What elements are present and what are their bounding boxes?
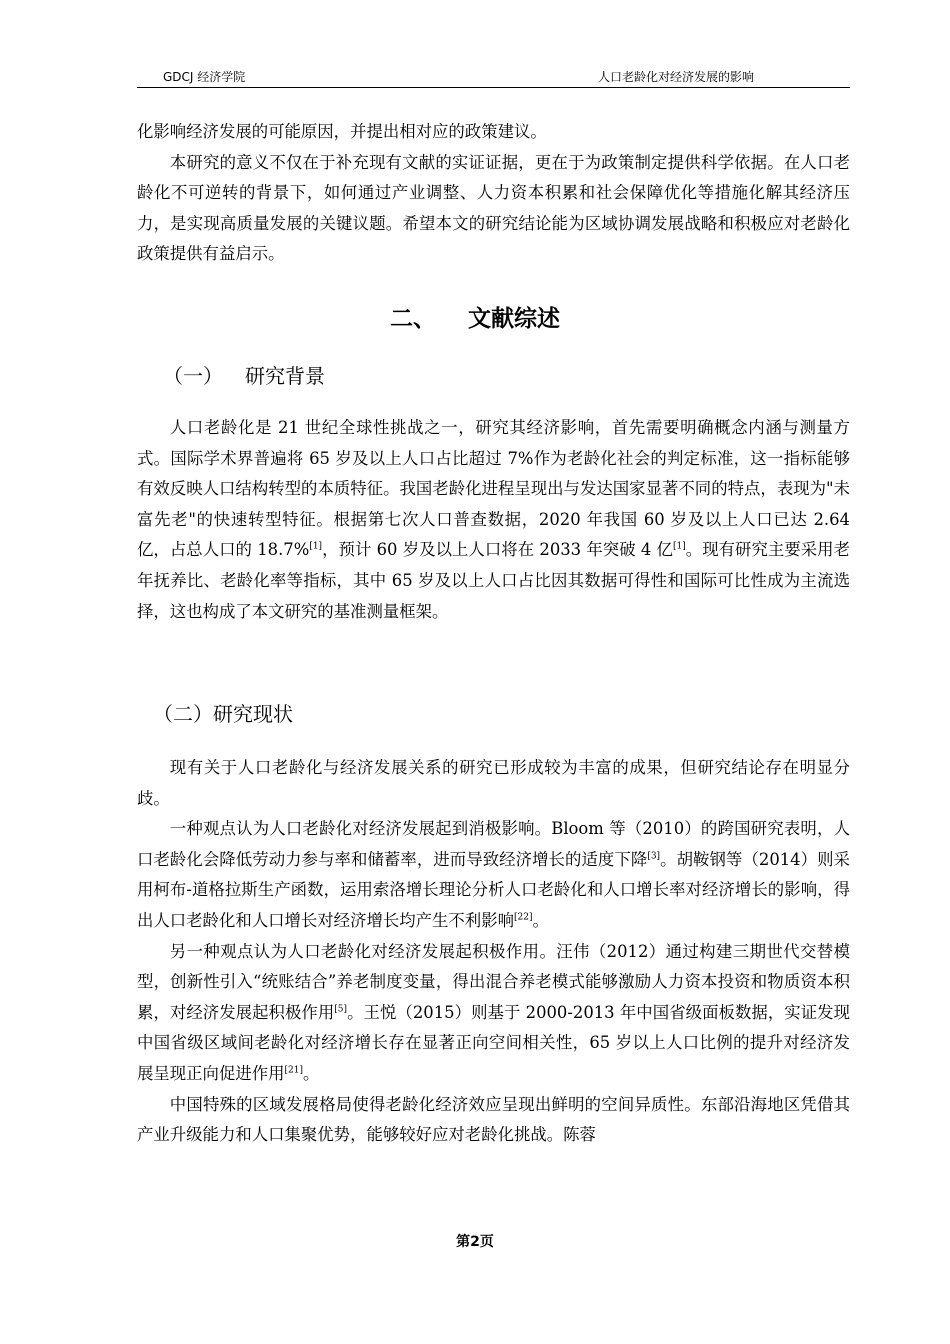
subsection-number: （一） <box>163 364 223 388</box>
citation: [1] <box>309 541 323 552</box>
citation: [5] <box>334 1004 348 1015</box>
paragraph <box>137 937 850 1090</box>
text-run: 另一种观点认为人口老龄化对经济发展起积极作用。汪伟（2012）通过构建三期世代交替模型，创新性引入“统账结合”养老制度变量，得出混合养老模式能够激励人力资本投资和物质资本积累，对经济发展起积极作用 <box>137 941 850 1022</box>
paragraph: 现有关于人口老龄化与经济发展关系的研究已形成较为丰富的成果，但研究结论存在明显分歧。 <box>137 758 850 808</box>
subsection-heading <box>153 698 293 727</box>
subsection-title: 研究背景 <box>245 364 325 388</box>
text-run: 。 <box>532 910 549 930</box>
subsection-number: （二） <box>153 702 213 726</box>
citation: [1] <box>672 541 686 552</box>
text-run: 。 <box>303 1063 320 1083</box>
citation: [3] <box>647 851 661 862</box>
text-run: 一种观点认为人口老龄化对经济发展起到消极影响。Bloom 等（2010）的跨国研究表明，人口老龄化会降低劳动力参与率和储蓄率，进而导致经济增长的适度下降 <box>137 819 850 869</box>
text-run: 。胡鞍钢等（2014）则采用柯布-道格拉斯生产函数，运用索洛增长理论分析人口老龄化和人口增长率对经济增长的影响，得出人口老龄化和人口增长对经济增长均产生不利影响 <box>137 849 850 930</box>
citation: [21] <box>284 1065 303 1076</box>
section-number: 二、 <box>390 306 436 332</box>
subsection-heading <box>163 360 325 389</box>
header-paper-title: 人口老龄化对经济发展的影响 <box>597 70 754 84</box>
text-run: ，预计 60 岁及以上人口将在 2033 年突破 4 亿 <box>322 540 673 560</box>
paragraph: 中国特殊的区域发展格局使得老龄化经济效应呈现出鲜明的空间异质性。东部沿海地区凭借其产业升级能力和人口集聚优势，能够较好应对老龄化挑战。陈蓉 <box>137 1094 850 1145</box>
section-heading <box>0 300 950 333</box>
text-run: 。现有研究主要采用老年抚养比、老龄化率等指标，其中 65 岁及以上人口占比因其数据可得性和国际可比性成为主流选择，这也构成了本文研究的基准测量框架。 <box>137 540 851 621</box>
background-text <box>137 413 850 627</box>
text-run: 人口老龄化是 21 世纪全球性挑战之一，研究其经济影响，首先需要明确概念内涵与测量方式。国际学术界普遍将 65 岁及以上人口占比超过 7%作为老龄化社会的判定标准，这一指标能够有效反映人口结构转型的本质特征。我国老龄化进程呈现出与发达国家显著不同的特点，表现为"未富先老"的快速转型特征。根据第七次人口普查数据，2020 年我国 60 岁及以上人口已达 2.64 亿，占总人口的 18.7% <box>137 418 850 560</box>
header-institution: GDCJ 经济学院 <box>163 70 246 84</box>
citation: [22] <box>513 912 533 923</box>
status-text <box>137 753 850 1151</box>
header-divider <box>137 87 850 88</box>
paragraph: 化影响经济发展的可能原因，并提出相对应的政策建议。 <box>137 122 547 141</box>
paragraph <box>137 814 850 936</box>
intro-text <box>137 117 850 270</box>
subsection-title: 研究现状 <box>213 702 293 726</box>
paragraph: 本研究的意义不仅在于补充现有文献的实证证据，更在于为政策制定提供科学依据。在人口老龄化不可逆转的背景下，如何通过产业调整、人力资本积累和社会保障优化等措施化解其经济压力，是实现高质量发展的关键议题。希望本文的研究结论能为区域协调发展战略和积极应对老龄化政策提供有益启示。 <box>137 152 850 264</box>
section-title: 文献综述 <box>468 306 560 332</box>
page-header <box>137 66 850 86</box>
page-number: 第2页 <box>456 1234 494 1250</box>
paragraph <box>137 413 850 627</box>
text-run: 。王悦（2015）则基于 2000-2013 年中国省级面板数据，实证发现中国省级区域间老龄化对经济增长存在显著正向空间相关性，65 岁以上人口比例的提升对经济发展呈现正向促进作用 <box>137 1002 850 1083</box>
